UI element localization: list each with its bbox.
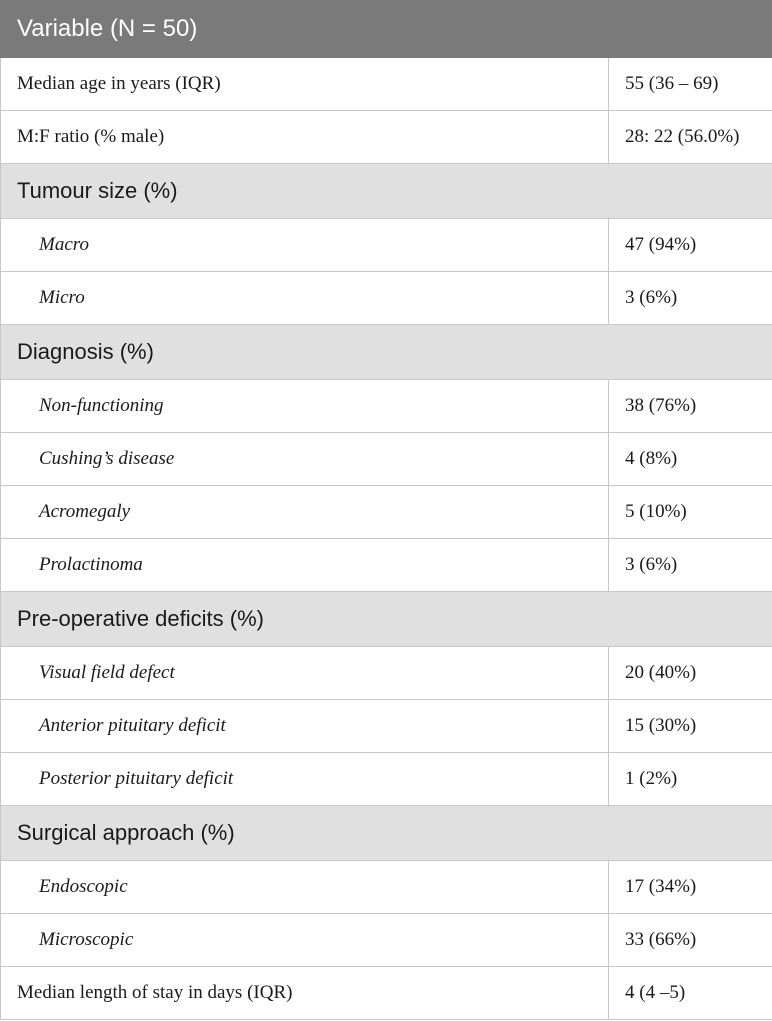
row-value: 3 (6%) [609, 539, 772, 592]
section-row [1, 806, 772, 861]
section-row [1, 164, 772, 219]
row-value: 5 (10%) [609, 486, 772, 539]
table-row [1, 58, 772, 111]
table-row [1, 967, 772, 1020]
section-title: Pre-operative deficits (%) [1, 592, 772, 647]
section-title: Tumour size (%) [1, 164, 772, 219]
section-row [1, 325, 772, 380]
row-label: Posterior pituitary deficit [1, 753, 609, 806]
row-value: 3 (6%) [609, 272, 772, 325]
row-label: M:F ratio (% male) [1, 111, 609, 164]
row-value: 28: 22 (56.0%) [609, 111, 772, 164]
row-label: Macro [1, 219, 609, 272]
row-label: Microscopic [1, 914, 609, 967]
row-label: Cushing’s disease [1, 433, 609, 486]
row-label: Acromegaly [1, 486, 609, 539]
row-value: 55 (36 – 69) [609, 58, 772, 111]
row-label: Visual field defect [1, 647, 609, 700]
row-value: 33 (66%) [609, 914, 772, 967]
section-row [1, 592, 772, 647]
row-value: 47 (94%) [609, 219, 772, 272]
row-value: 4 (4 –5) [609, 967, 772, 1020]
section-title: Surgical approach (%) [1, 806, 772, 861]
row-value: 1 (2%) [609, 753, 772, 806]
row-value: 20 (40%) [609, 647, 772, 700]
table-header-row [1, 1, 772, 58]
table-header: Variable (N = 50) [1, 1, 772, 58]
table-row [1, 753, 772, 806]
row-label: Anterior pituitary deficit [1, 700, 609, 753]
row-label: Non-functioning [1, 380, 609, 433]
row-label: Median length of stay in days (IQR) [1, 967, 609, 1020]
table-row [1, 539, 772, 592]
table-row [1, 111, 772, 164]
table-row [1, 272, 772, 325]
row-value: 17 (34%) [609, 861, 772, 914]
row-value: 38 (76%) [609, 380, 772, 433]
table-row [1, 700, 772, 753]
section-title: Diagnosis (%) [1, 325, 772, 380]
table-row [1, 433, 772, 486]
row-label: Median age in years (IQR) [1, 58, 609, 111]
row-label: Micro [1, 272, 609, 325]
table-row [1, 219, 772, 272]
row-value: 15 (30%) [609, 700, 772, 753]
table-row [1, 647, 772, 700]
row-label: Endoscopic [1, 861, 609, 914]
table-row [1, 380, 772, 433]
table-row [1, 914, 772, 967]
table-row [1, 861, 772, 914]
table-row [1, 486, 772, 539]
row-value: 4 (8%) [609, 433, 772, 486]
row-label: Prolactinoma [1, 539, 609, 592]
